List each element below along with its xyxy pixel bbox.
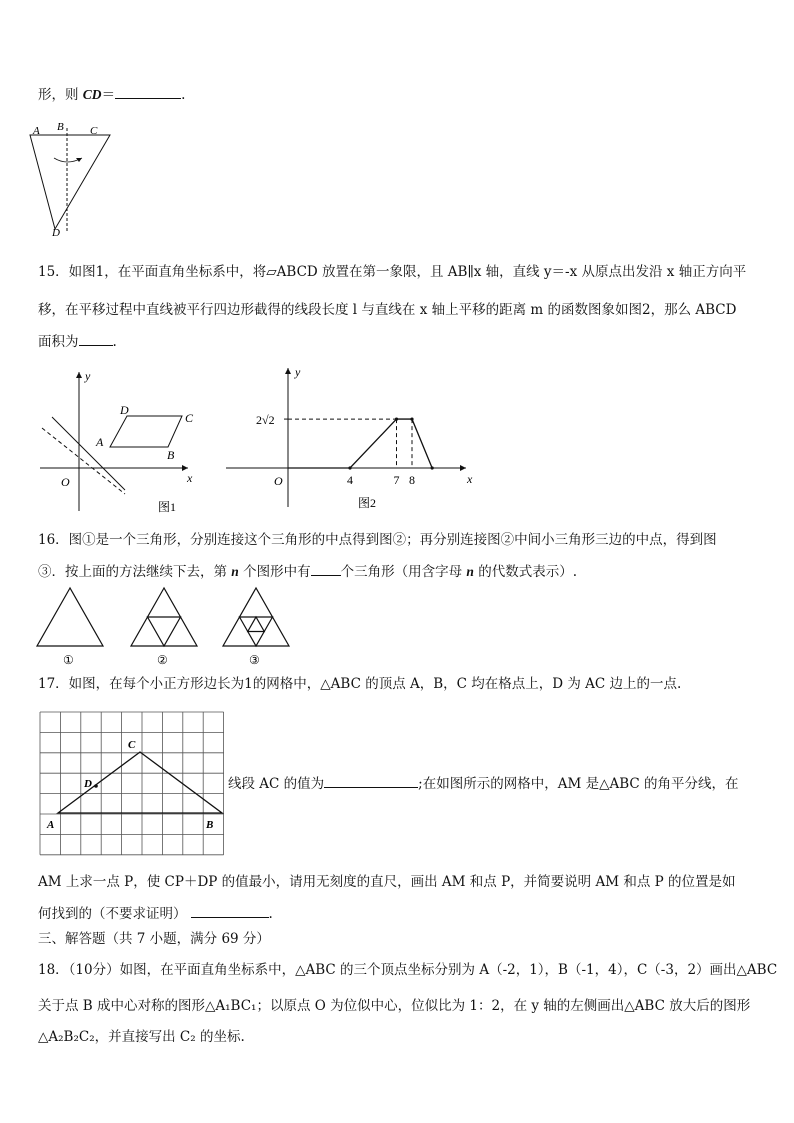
q17-grid-figure [38,710,228,860]
q16-line-2-end: 的代数式表示）. [478,564,578,580]
q14-tail-prefix: 形，则 [38,87,79,103]
q15-fig1-y: y [85,369,91,383]
q18-line-2: 关于点 B 成中心对称的图形△A₁BC₁；以原点 O 为位似中心，位似比为 1：2，在 y 轴的左侧画出△ABC 放大后的图形 [38,998,751,1014]
q17-line-4-prefix: 何找到的（不要求证明） [38,906,187,922]
q15-fig2-o: O [274,474,283,488]
q16-label-3: ③ [249,653,260,667]
q16-label-2: ② [157,653,168,667]
q15-fig1-b: B [167,448,175,462]
chart-point [348,466,351,469]
q15-fig2-caption: 图2 [358,496,377,510]
q18-line-1: 18．（10分）如图，在平面直角坐标系中，△ABC 的三个顶点坐标分别为 A（-2，1），B（-1，4），C（-3，2）画出△ABC [38,962,778,978]
q17-line-1: 17．如图，在每个小正方形边长为1的网格中，△ABC 的顶点 A，B，C 均在格点上，D 为 AC 边上的一点. [38,676,682,692]
q16-line-1: 16．图①是一个三角形，分别连接这个三角形的中点得到图②；再分别连接图②中间小三角形三边的中点，得到图 [38,532,717,548]
q17-label-b: B [206,819,214,831]
chart-point [410,417,413,420]
chart-y-tick-label: 2√2 [256,413,275,427]
q15-fig1-a: A [96,435,104,449]
q18-line-3: △A₂B₂C₂，并直接写出 C₂ 的坐标. [38,1029,245,1045]
q14-end: . [181,87,186,103]
q14-label-b: B [57,121,64,133]
q17-mid-prefix: 线段 AC 的值为 [228,776,325,792]
q16-line-2-suffix: 个三角形（用含字母 [340,564,463,580]
chart-x-tick-label: 7 [393,473,400,487]
q16-n-2: n [466,564,474,579]
q17-line-4-end: . [268,906,273,922]
q14-label-c: C [90,125,98,137]
q15-figure-2 [222,362,482,522]
q17-line-3: AM 上求一点 P，使 CP＋DP 的值最小，请用无刻度的直尺，画出 AM 和点 P，并简要说明 AM 和点 P 的位置是如 [38,874,736,890]
q15-line-3 [38,331,117,352]
q15-line-3-end: . [112,334,117,350]
section-heading: 三、解答题（共 7 小题，满分 69 分） [38,931,270,947]
q14-label-d: D [52,227,60,239]
q17-answer-blank-2[interactable] [191,903,269,918]
chart-point [431,466,434,469]
q16-label-1: ① [63,653,74,667]
q14-label-a: A [33,125,40,137]
q17-line-4 [38,903,273,924]
q16-line-2 [38,561,577,582]
q16-answer-blank[interactable] [311,561,341,576]
q15-fig1-x: x [187,471,193,485]
q17-label-c: C [128,739,136,751]
q17-answer-blank-1[interactable] [324,773,418,788]
q14-cd: CD [82,87,102,102]
q17-mid-suffix: ;在如图所示的网格中，AM 是△ABC 的角平分线，在 [418,776,739,792]
q14-answer-blank[interactable] [115,84,181,99]
q14-figure [30,118,110,243]
q16-line-2-mid: 个图形中有 [243,564,311,580]
q16-line-2-prefix: ③．按上面的方法继续下去，第 [38,564,227,580]
q15-line-1: 15．如图1，在平面直角坐标系中，将▱ABCD 放置在第一象限，且 AB∥x 轴，直线 y＝-x 从原点出发沿 x 轴正方向平 [38,264,747,280]
q16-figures [36,586,296,668]
q15-figure-1 [30,366,210,521]
q15-answer-blank[interactable] [79,331,113,346]
q15-fig1-caption: 图1 [158,500,177,514]
q16-n: n [231,564,239,579]
q17-label-d: D [84,778,92,790]
q15-line-2: 移，在平移过程中直线被平行四边形截得的线段长度 l 与直线在 x 轴上平移的距离 m 的函数图象如图2，那么 ABCD [38,302,737,318]
q17-mid-line [228,773,739,794]
chart-series-line [288,419,432,468]
q14-tail-line [38,84,185,105]
q15-fig2-x: x [467,472,473,486]
chart-point [395,417,398,420]
q14-eq: ＝ [101,87,116,103]
q15-fig2-y: y [295,365,301,379]
q15-fig1-d: D [120,403,129,417]
q17-label-a: A [47,819,55,831]
chart-x-tick-label: 4 [347,473,353,487]
q15-fig1-c: C [185,411,194,425]
q15-fig1-o: O [61,475,70,489]
q15-line-3-prefix: 面积为 [38,334,79,350]
chart-x-tick-label: 8 [409,473,415,487]
